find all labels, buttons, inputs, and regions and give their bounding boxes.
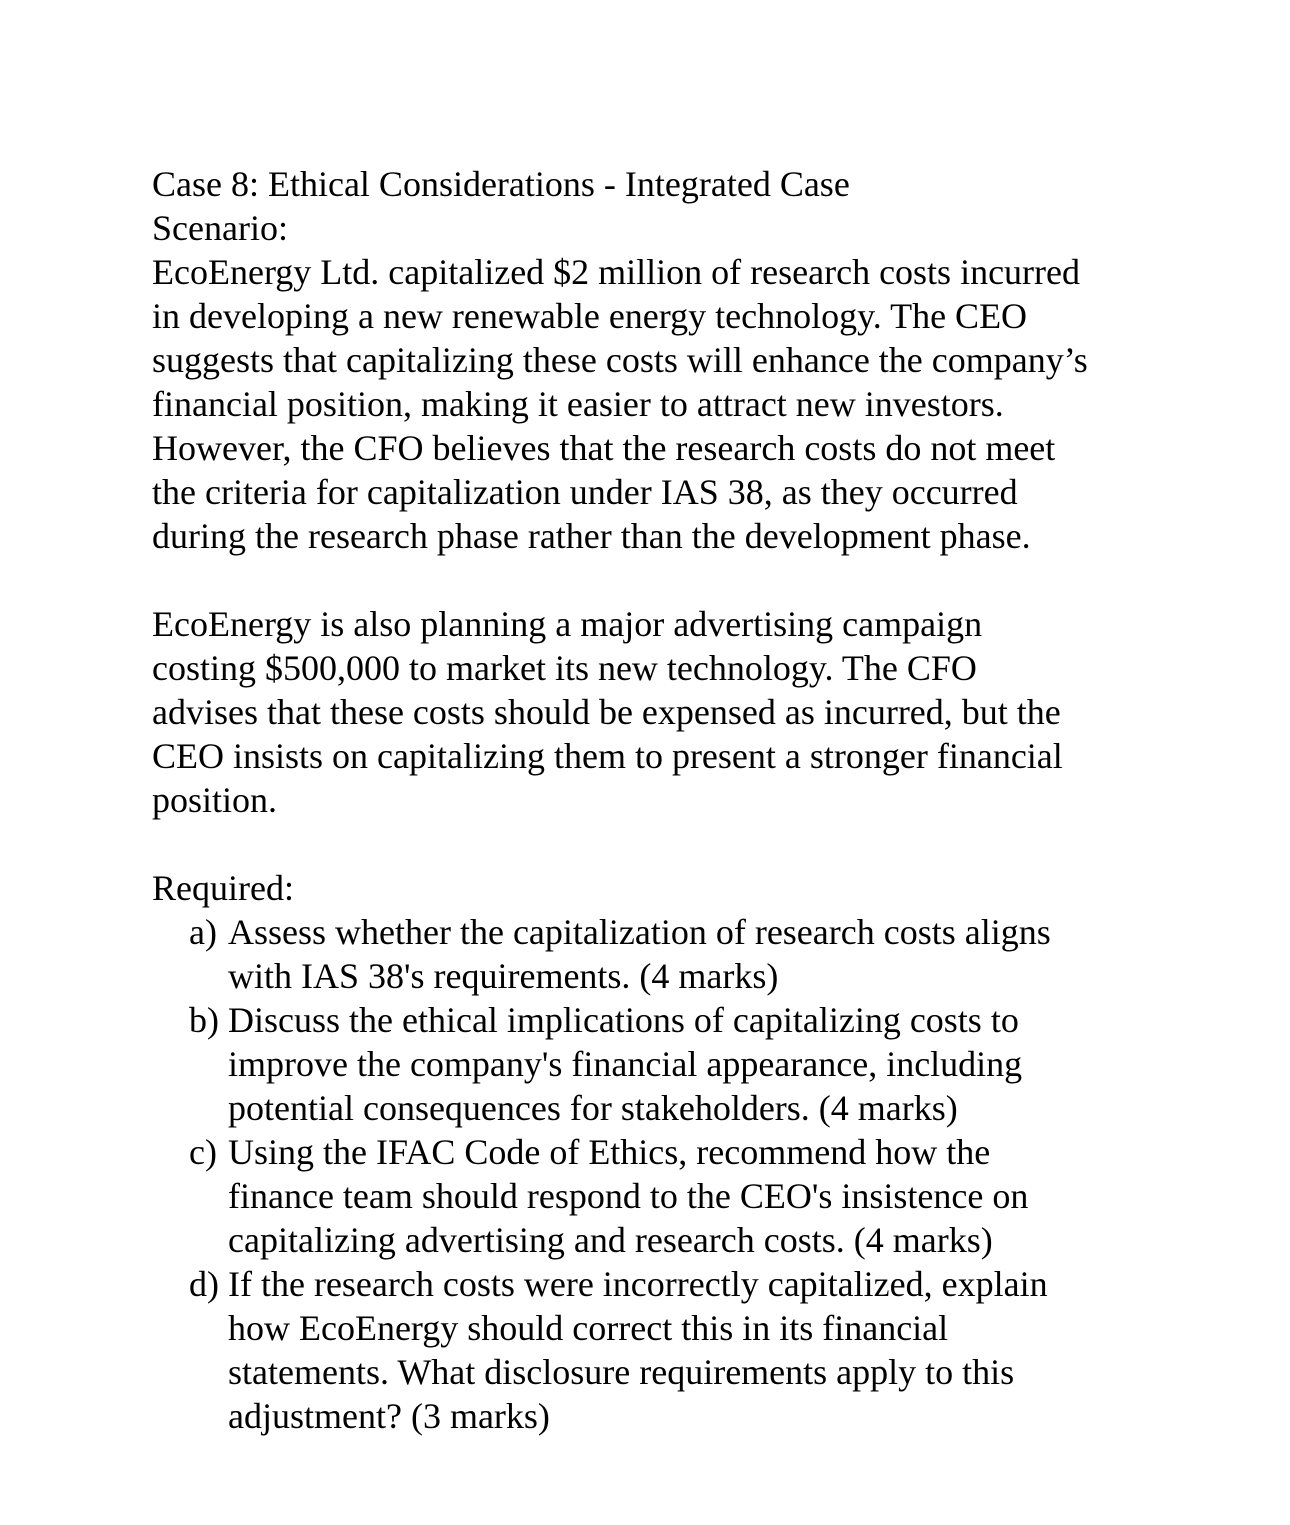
item-line: potential consequences for stakeholders. (4 marks) [228, 1088, 958, 1128]
required-heading: Required: [152, 868, 294, 908]
paragraph-line: financial position, making it easier to attract new investors. [152, 384, 1004, 424]
item-line: how EcoEnergy should correct this in its financial [228, 1308, 949, 1348]
scenario-paragraph-2 [152, 602, 1162, 822]
scenario-paragraph-1 [152, 250, 1162, 558]
document-page [152, 162, 1162, 1438]
item-marker: c) [189, 1132, 217, 1172]
item-line: improve the company's financial appearance, including [228, 1044, 1023, 1084]
paragraph-line: the criteria for capitalization under IAS 38, as they occurred [152, 472, 1018, 512]
paragraph-spacer [152, 822, 1162, 866]
paragraph-line: EcoEnergy is also planning a major advertising campaign [152, 604, 983, 644]
required-item-c [152, 1130, 1162, 1262]
required-item-d [152, 1262, 1162, 1438]
scenario-heading: Scenario: [152, 208, 288, 248]
item-line: capitalizing advertising and research costs. (4 marks) [228, 1220, 993, 1260]
paragraph-line: costing $500,000 to market its new technology. The CFO [152, 648, 977, 688]
paragraph-line: However, the CFO believes that the research costs do not meet [152, 428, 1056, 468]
required-item-a [152, 910, 1162, 998]
case-title: Case 8: Ethical Considerations - Integrated Case [152, 164, 850, 204]
item-line: finance team should respond to the CEO's insistence on [228, 1176, 1029, 1216]
paragraph-line: in developing a new renewable energy technology. The CEO [152, 296, 1028, 336]
paragraph-line: EcoEnergy Ltd. capitalized $2 million of research costs incurred [152, 252, 1081, 292]
paragraph-line: advises that these costs should be expensed as incurred, but the [152, 692, 1061, 732]
item-line: Discuss the ethical implications of capitalizing costs to [228, 1000, 1019, 1040]
paragraph-line: CEO insists on capitalizing them to present a stronger financial [152, 736, 1063, 776]
item-marker: d) [189, 1264, 219, 1304]
paragraph-line: position. [152, 780, 278, 820]
paragraph-line: suggests that capitalizing these costs will enhance the company’s [152, 340, 1088, 380]
required-item-b [152, 998, 1162, 1130]
item-marker: b) [189, 1000, 219, 1040]
item-line: Assess whether the capitalization of research costs aligns [228, 912, 1051, 952]
item-line: Using the IFAC Code of Ethics, recommend how the [228, 1132, 991, 1172]
item-marker: a) [189, 912, 217, 952]
item-line: adjustment? (3 marks) [228, 1396, 550, 1436]
item-line: statements. What disclosure requirements apply to this [228, 1352, 1015, 1392]
paragraph-spacer [152, 558, 1162, 602]
paragraph-line: during the research phase rather than the development phase. [152, 516, 1031, 556]
required-list [152, 910, 1162, 1438]
item-line: If the research costs were incorrectly capitalized, explain [228, 1264, 1048, 1304]
item-line: with IAS 38's requirements. (4 marks) [228, 956, 779, 996]
